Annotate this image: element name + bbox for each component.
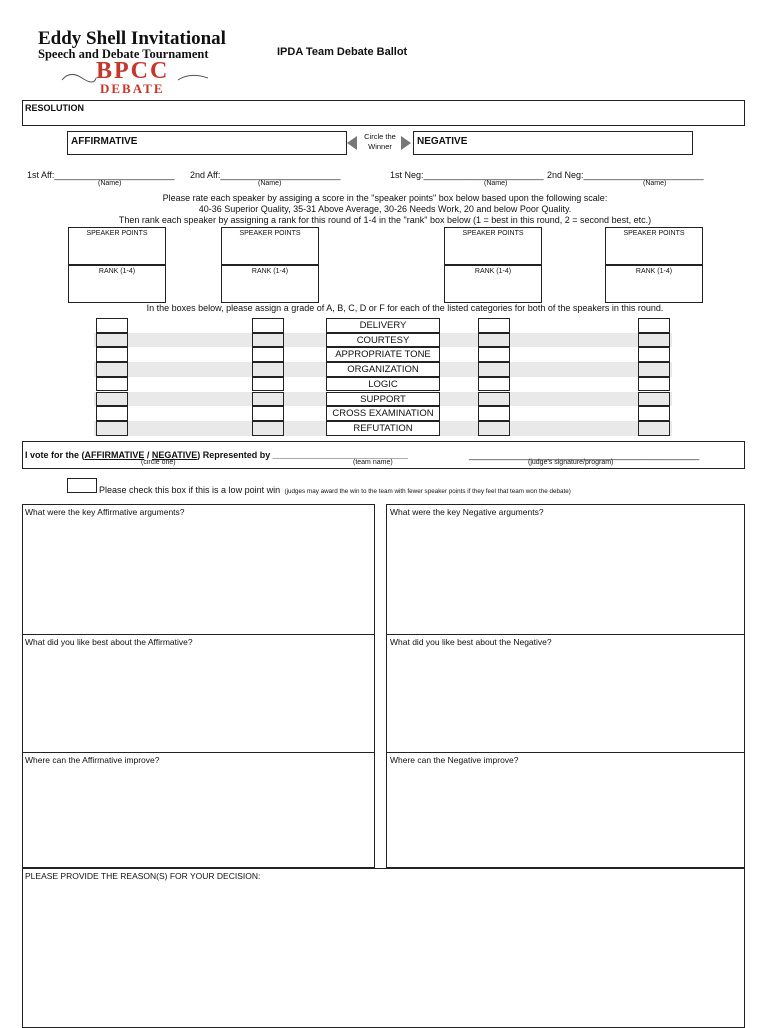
arrow-right-icon xyxy=(401,136,411,150)
divider xyxy=(386,752,745,753)
grade-box[interactable] xyxy=(252,362,284,377)
grade-box[interactable] xyxy=(478,406,510,421)
aff2-name-field[interactable]: 2nd Aff:________________________ xyxy=(190,170,341,180)
rank-box[interactable] xyxy=(605,265,703,303)
logo-title: Eddy Shell Invitational xyxy=(38,28,226,49)
category-label: REFUTATION xyxy=(326,421,440,436)
speaker-points-label: SPEAKER POINTS xyxy=(239,230,301,237)
divider xyxy=(386,634,745,635)
grade-box[interactable] xyxy=(96,421,128,436)
rank-box[interactable] xyxy=(444,265,542,303)
circle-one-hint: (circle one) xyxy=(141,459,176,466)
resolution-box[interactable] xyxy=(22,100,745,126)
logo-flourish-icon xyxy=(60,68,210,88)
grade-box[interactable] xyxy=(478,421,510,436)
resolution-label: RESOLUTION xyxy=(25,103,85,113)
aff1-name-hint: (Name) xyxy=(98,180,122,187)
category-label: SUPPORT xyxy=(326,392,440,407)
decision-reasons-box[interactable] xyxy=(22,868,745,1028)
grade-box[interactable] xyxy=(638,406,670,421)
speaker-points-label: SPEAKER POINTS xyxy=(623,230,685,237)
aff-arguments-question: What were the key Affirmative arguments? xyxy=(25,507,185,517)
rank-box[interactable] xyxy=(221,265,319,303)
reasons-question: PLEASE PROVIDE THE REASON(S) FOR YOUR DECISION: xyxy=(25,871,261,881)
aff2-name-hint: (Name) xyxy=(258,180,282,187)
grade-box[interactable] xyxy=(252,333,284,348)
grade-instruction: In the boxes below, please assign a grade of A, B, C, D or F for each of the listed categories for both of the speakers in this round. xyxy=(146,303,664,313)
grade-box[interactable] xyxy=(96,318,128,333)
aff-best-question: What did you like best about the Affirmative? xyxy=(25,637,193,647)
neg1-name-field[interactable]: 1st Neg:________________________ xyxy=(390,170,544,180)
category-label: LOGIC xyxy=(326,377,440,392)
grade-box[interactable] xyxy=(638,333,670,348)
grade-box[interactable] xyxy=(638,347,670,362)
grade-box[interactable] xyxy=(96,362,128,377)
category-label: CROSS EXAMINATION xyxy=(326,406,440,421)
grade-box[interactable] xyxy=(96,333,128,348)
speaker-points-box[interactable] xyxy=(221,227,319,265)
speaker-points-box[interactable] xyxy=(444,227,542,265)
grade-box[interactable] xyxy=(252,406,284,421)
speaker-points-box[interactable] xyxy=(605,227,703,265)
negative-label: NEGATIVE xyxy=(417,136,468,147)
grade-box[interactable] xyxy=(638,421,670,436)
divider xyxy=(22,634,375,635)
divider xyxy=(22,752,375,753)
affirmative-label: AFFIRMATIVE xyxy=(71,136,138,147)
grade-box[interactable] xyxy=(96,377,128,392)
logo-subtitle: Speech and Debate Tournament xyxy=(38,47,209,61)
arrow-left-icon xyxy=(347,136,357,150)
grade-box[interactable] xyxy=(252,318,284,333)
category-label: COURTESY xyxy=(326,333,440,348)
grade-box[interactable] xyxy=(252,377,284,392)
category-label: APPROPRIATE TONE xyxy=(326,347,440,362)
rank-label: RANK (1-4) xyxy=(474,268,512,275)
grade-box[interactable] xyxy=(252,392,284,407)
grade-box[interactable] xyxy=(638,392,670,407)
vote-affirmative-option[interactable]: AFFIRMATIVE xyxy=(84,450,145,460)
neg1-name-hint: (Name) xyxy=(484,180,508,187)
grade-box[interactable] xyxy=(478,392,510,407)
circle-winner-label: Circle the Winner xyxy=(364,132,396,151)
low-point-text: Please check this box if this is a low point win (judges may award the win to the team with fewer speaker points if they feel that team won the debate) xyxy=(99,485,571,495)
rank-box[interactable] xyxy=(68,265,166,303)
grade-box[interactable] xyxy=(96,392,128,407)
grade-box[interactable] xyxy=(638,318,670,333)
grade-box[interactable] xyxy=(478,318,510,333)
grade-box[interactable] xyxy=(478,362,510,377)
speaker-points-label: SPEAKER POINTS xyxy=(86,230,148,237)
vote-negative-option[interactable]: NEGATIVE xyxy=(151,450,198,460)
logo-bpcc: BPCC xyxy=(96,58,170,84)
low-point-checkbox[interactable] xyxy=(67,478,97,493)
team-name-hint: (team name) xyxy=(353,459,393,466)
neg-improve-question: Where can the Negative improve? xyxy=(390,755,519,765)
logo-debate: DEBATE xyxy=(100,81,165,96)
ballot-title: IPDA Team Debate Ballot xyxy=(277,46,408,58)
neg-arguments-question: What were the key Negative arguments? xyxy=(390,507,544,517)
rank-label: RANK (1-4) xyxy=(635,268,673,275)
speaker-points-box[interactable] xyxy=(68,227,166,265)
negative-comments xyxy=(386,504,745,868)
grade-box[interactable] xyxy=(96,347,128,362)
affirmative-comments xyxy=(22,504,375,868)
grade-box[interactable] xyxy=(252,347,284,362)
rank-label: RANK (1-4) xyxy=(251,268,289,275)
rank-label: RANK (1-4) xyxy=(98,268,136,275)
affirmative-box[interactable] xyxy=(67,131,347,155)
grade-box[interactable] xyxy=(638,377,670,392)
neg2-name-field[interactable]: 2nd Neg:________________________ xyxy=(547,170,704,180)
grade-box[interactable] xyxy=(252,421,284,436)
vote-statement: I vote for the (AFFIRMATIVE / NEGATIVE) Represented by ___________________________ xyxy=(25,450,408,460)
judge-signature-hint: (judge's signature/program) xyxy=(528,459,614,466)
aff-improve-question: Where can the Affirmative improve? xyxy=(25,755,160,765)
aff1-name-field[interactable]: 1st Aff:________________________ xyxy=(27,170,175,180)
grade-box[interactable] xyxy=(96,406,128,421)
neg-best-question: What did you like best about the Negative? xyxy=(390,637,552,647)
category-label: ORGANIZATION xyxy=(326,362,440,377)
grade-box[interactable] xyxy=(478,347,510,362)
grade-box[interactable] xyxy=(478,333,510,348)
judge-signature-line[interactable]: ______________________________________________ xyxy=(469,450,700,460)
speaker-points-label: SPEAKER POINTS xyxy=(462,230,524,237)
neg2-name-hint: (Name) xyxy=(643,180,667,187)
category-label: DELIVERY xyxy=(326,318,440,333)
grade-box[interactable] xyxy=(638,362,670,377)
scoring-instructions: Please rate each speaker by assiging a score in the "speaker points" box below based upon the following scale: 40-36 Superior Quality, 35-31 Above Average, 30-26 Needs Work, 20 and below Poor Quality. Then rank each speaker by assigning a rank for this round of 1-4 in the "rank" box below (1 = best in this round, 2 = second best, etc.) xyxy=(118,193,652,225)
grade-box[interactable] xyxy=(478,377,510,392)
vote-box xyxy=(22,441,745,469)
negative-box[interactable] xyxy=(413,131,693,155)
